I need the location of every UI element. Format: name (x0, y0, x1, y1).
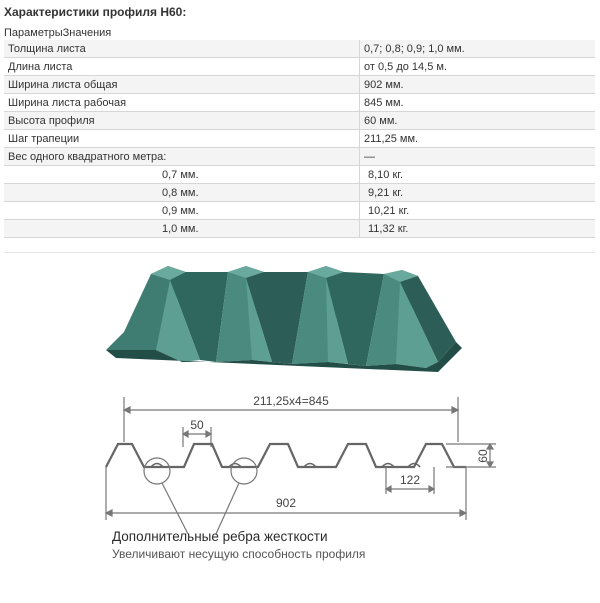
weight-value: 10,21 кг. (360, 202, 596, 220)
table-row (4, 40, 595, 58)
table-header: ПараметрыЗначения (4, 27, 112, 39)
table-row (4, 58, 595, 76)
param-name: Вес одного квадратного метра: (4, 148, 360, 166)
weight-thickness: 0,7 мм. (4, 166, 360, 184)
table-row (4, 220, 595, 238)
corrugated-sheet-image (106, 266, 462, 372)
param-name: Длина листа (4, 58, 360, 76)
weight-thickness: 1,0 мм. (4, 220, 360, 238)
divider (4, 252, 595, 253)
specs-table (4, 40, 595, 238)
param-value: 0,7; 0,8; 0,9; 1,0 мм. (360, 40, 596, 58)
weight-thickness: 0,9 мм. (4, 202, 360, 220)
table-row (4, 94, 595, 112)
table-row (4, 130, 595, 148)
dim-bottom-label: 122 (399, 473, 421, 487)
param-value: 211,25 мм. (360, 130, 596, 148)
dim-top-label: 50 (190, 418, 204, 432)
table-row (4, 184, 595, 202)
profile-cross-section (106, 397, 496, 534)
caption-subtitle: Увеличивают несущую способность профиля (112, 547, 366, 561)
param-value: 60 мм. (360, 112, 596, 130)
param-name: Шаг трапеции (4, 130, 360, 148)
page-title: Характеристики профиля Н60: (4, 5, 187, 19)
param-name: Толщина листа (4, 40, 360, 58)
caption-title: Дополнительные ребра жесткости (112, 529, 328, 544)
table-row (4, 76, 595, 94)
table-row (4, 148, 595, 166)
table-row (4, 112, 595, 130)
dim-overall-label: 902 (275, 496, 297, 510)
param-name: Ширина листа рабочая (4, 94, 360, 112)
param-name: Высота профиля (4, 112, 360, 130)
param-value: 902 мм. (360, 76, 596, 94)
weight-thickness: 0,8 мм. (4, 184, 360, 202)
dim-height-label: 60 (476, 449, 490, 463)
weight-value: 11,32 кг. (360, 220, 596, 238)
param-name: Ширина листа общая (4, 76, 360, 94)
weight-value: 9,21 кг. (360, 184, 596, 202)
table-row (4, 166, 595, 184)
table-row (4, 202, 595, 220)
param-value: — (360, 148, 596, 166)
param-value: от 0,5 до 14,5 м. (360, 58, 596, 76)
dim-pitch-label: 211,25х4=845 (253, 394, 329, 408)
weight-value: 8,10 кг. (360, 166, 596, 184)
param-value: 845 мм. (360, 94, 596, 112)
